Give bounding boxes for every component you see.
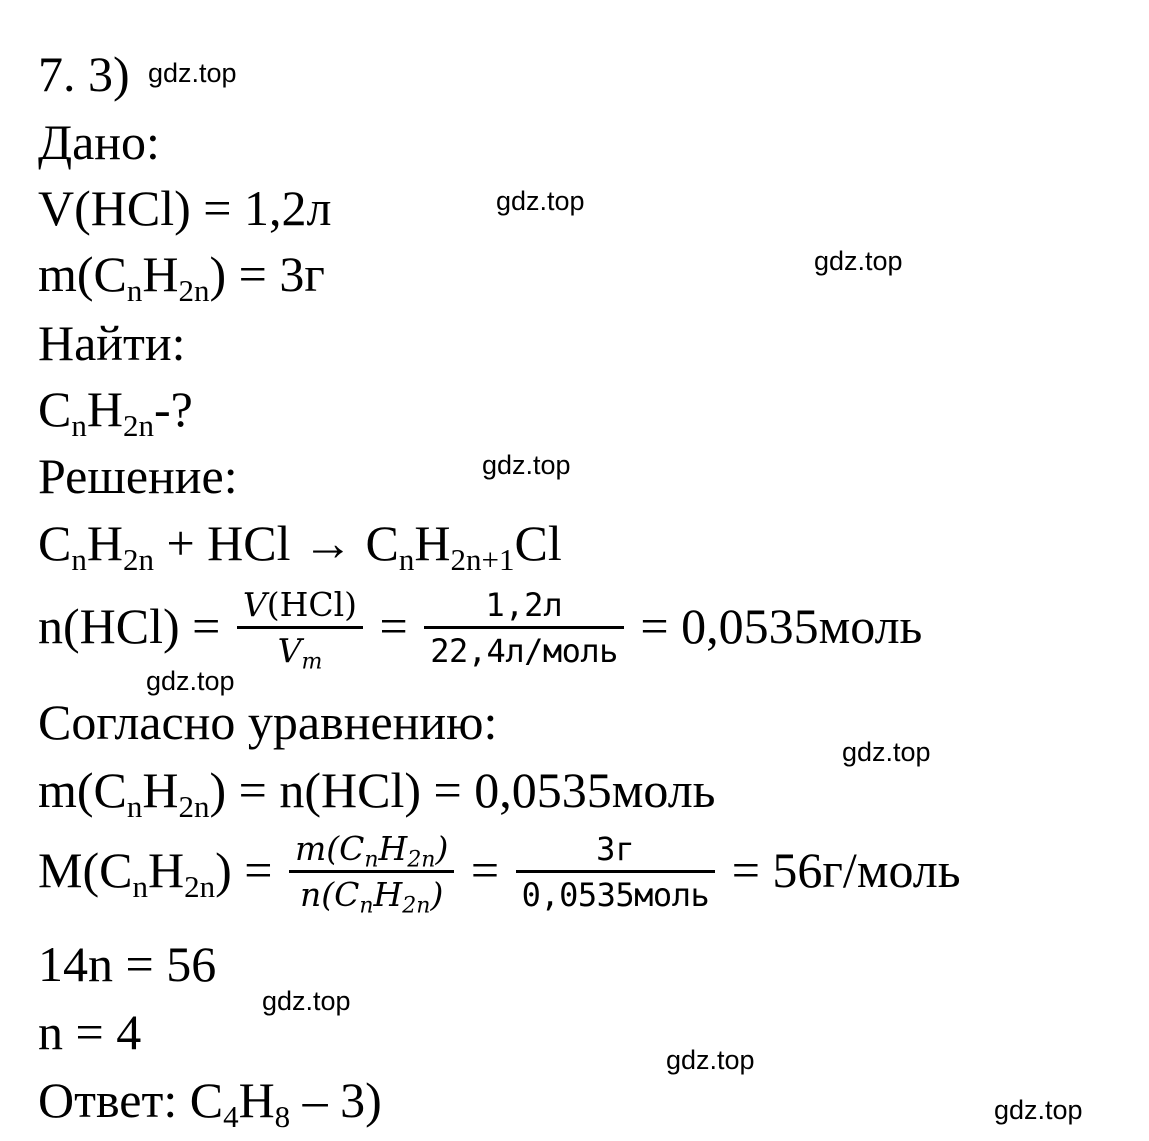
according-to-equation: Согласно уравнению: bbox=[38, 694, 498, 750]
find-target-mid: H bbox=[86, 381, 123, 437]
reaction-sub-3: n bbox=[398, 541, 415, 577]
answer-sub2: 8 bbox=[274, 1098, 291, 1134]
fraction-n-denominator bbox=[289, 873, 454, 919]
den-e: ) bbox=[430, 874, 444, 914]
molar-pre: M(C bbox=[38, 842, 133, 898]
mass-mole-equation bbox=[38, 762, 716, 824]
answer-mid: H bbox=[238, 1072, 275, 1128]
fraction-volume-denominator: 22,4л/моль bbox=[430, 631, 618, 670]
given-mass-mid: H bbox=[142, 246, 179, 302]
watermark: gdz.top bbox=[496, 186, 585, 216]
fraction-m-numerator bbox=[289, 829, 454, 873]
given-mass-post: ) = 3г bbox=[209, 246, 325, 302]
fraction-v-numerator bbox=[237, 585, 363, 629]
fraction-volume-values bbox=[424, 585, 624, 671]
den-b: n bbox=[359, 893, 374, 919]
reaction-part-3: + HCl → C bbox=[153, 515, 399, 571]
reaction-sub-1: n bbox=[71, 541, 87, 577]
fraction-volume-numerator: 1,2л bbox=[424, 585, 624, 629]
num-a: m(C bbox=[294, 828, 365, 868]
mass-mole-sub2: 2n bbox=[178, 788, 210, 824]
find-target-sub1: n bbox=[71, 407, 87, 443]
fraction-m-over-n bbox=[289, 828, 454, 919]
given-mass-sub1: n bbox=[126, 272, 143, 308]
watermark: gdz.top bbox=[148, 58, 237, 88]
den-a: n(C bbox=[299, 874, 360, 914]
given-mass-sub2: 2n bbox=[178, 272, 210, 308]
n-hcl-equation bbox=[38, 578, 922, 675]
num-e: ) bbox=[435, 828, 449, 868]
watermark: gdz.top bbox=[842, 737, 931, 767]
answer-post: – 3) bbox=[290, 1072, 382, 1128]
mass-mole-sub1: n bbox=[126, 788, 143, 824]
fraction-vm-denominator bbox=[237, 629, 363, 675]
numerator-v: V bbox=[242, 584, 267, 624]
find-target bbox=[38, 381, 193, 443]
num-b: n bbox=[364, 847, 379, 873]
molar-result: = 56г/моль bbox=[731, 842, 961, 898]
fraction-mass-numerator: 3г bbox=[516, 829, 716, 873]
mass-mole-post: ) = n(HCl) = 0,0535моль bbox=[209, 762, 716, 818]
answer bbox=[38, 1072, 382, 1134]
fraction-v-over-vm bbox=[237, 584, 363, 675]
reaction-part-1: C bbox=[38, 515, 72, 571]
watermark: gdz.top bbox=[666, 1045, 755, 1075]
given-volume-hcl: V(HCl) = 1,2л bbox=[38, 180, 332, 236]
find-target-pre: C bbox=[38, 381, 72, 437]
answer-sub1: 4 bbox=[223, 1098, 239, 1134]
molar-mid: H bbox=[147, 842, 185, 898]
reaction-sub-2: 2n bbox=[122, 541, 154, 577]
reaction-sub-4: 2n+1 bbox=[450, 541, 515, 577]
given-mass-alkene bbox=[38, 246, 325, 308]
num-d: 2n bbox=[407, 847, 436, 873]
reaction-part-5: Cl bbox=[514, 515, 562, 571]
watermark: gdz.top bbox=[814, 246, 903, 276]
watermark: gdz.top bbox=[146, 666, 235, 696]
molar-post: ) = bbox=[215, 842, 273, 898]
numerator-hcl: (HCl) bbox=[266, 584, 358, 624]
equals-sign: = bbox=[379, 598, 408, 654]
solution-heading: Решение: bbox=[38, 448, 238, 504]
problem-number-text: 7. 3) bbox=[38, 46, 130, 102]
n-hcl-lhs: n(HCl) = bbox=[38, 598, 221, 654]
equals-sign-2: = bbox=[470, 842, 500, 898]
problem-number bbox=[38, 46, 130, 102]
given-mass-pre: m(C bbox=[38, 246, 127, 302]
reaction-equation bbox=[38, 515, 562, 577]
given-heading: Дано: bbox=[38, 114, 160, 170]
fraction-mass-denominator: 0,0535моль bbox=[521, 875, 710, 914]
equation-14n: 14n = 56 bbox=[38, 936, 217, 992]
den-c: H bbox=[373, 874, 403, 914]
num-c: H bbox=[378, 828, 408, 868]
denominator-m: m bbox=[301, 649, 323, 675]
molar-sub1: n bbox=[132, 868, 148, 904]
find-target-post: -? bbox=[153, 381, 193, 437]
molar-sub2: 2n bbox=[184, 868, 216, 904]
fraction-mass-values bbox=[516, 829, 716, 915]
mass-mole-mid: H bbox=[142, 762, 179, 818]
answer-pre: Ответ: C bbox=[38, 1072, 224, 1128]
equation-n-value: n = 4 bbox=[38, 1004, 142, 1060]
reaction-part-4: H bbox=[414, 515, 451, 571]
mass-mole-pre: m(C bbox=[38, 762, 127, 818]
find-heading: Найти: bbox=[38, 315, 186, 371]
watermark: gdz.top bbox=[482, 450, 571, 480]
den-d: 2n bbox=[402, 893, 431, 919]
n-hcl-result: = 0,0535моль bbox=[640, 598, 923, 654]
molar-mass-equation bbox=[38, 818, 961, 922]
reaction-part-2: H bbox=[86, 515, 123, 571]
watermark: gdz.top bbox=[262, 986, 351, 1016]
watermark: gdz.top bbox=[994, 1095, 1083, 1125]
find-target-sub2: 2n bbox=[122, 407, 154, 443]
denominator-v: V bbox=[277, 630, 302, 670]
